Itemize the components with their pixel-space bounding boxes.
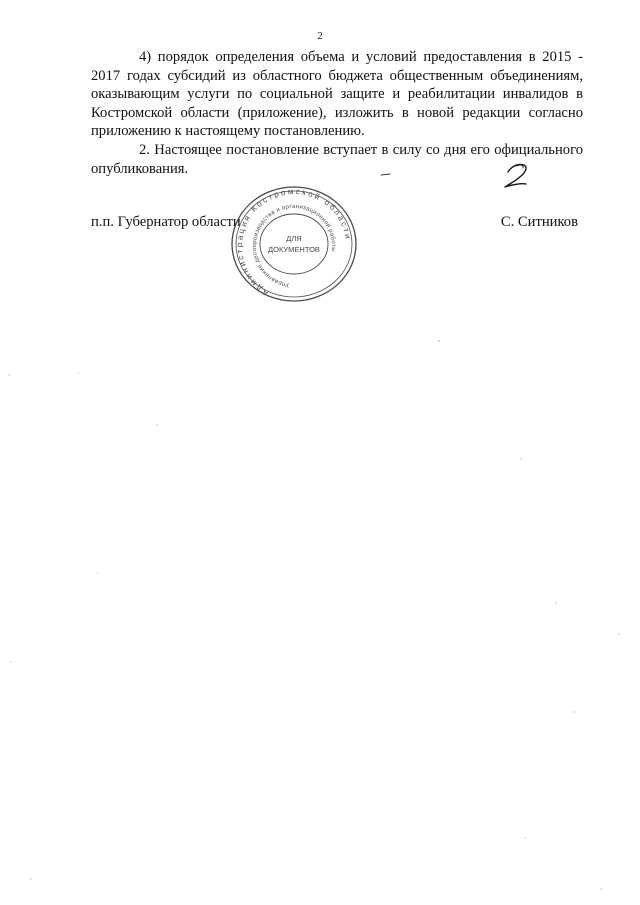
- stamp-outer-text: Администрация Костромской области: [234, 186, 353, 298]
- paragraph-item-4: 4) порядок определения объема и условий предоставления в 2015 - 2017 годах субсидий из областного бюджета общественным объединениям, оказывающим услуги по социальной защите и реабилитации инвалидов в Костромской области (приложение), изложить в новой редакции согласно приложению к настоящему постановлению.: [91, 49, 583, 139]
- signer-name: С. Ситников: [500, 214, 578, 230]
- official-stamp: [222, 182, 366, 306]
- signer-title: п.п. Губернатор области: [91, 214, 241, 230]
- stamp-center-line-1: ДЛЯ: [286, 234, 302, 243]
- paragraph-clause-2: 2. Настоящее постановление вступает в силу со дня его официального опубликования.: [91, 142, 583, 177]
- ink-dash-mark: [380, 172, 392, 178]
- handwritten-signature: [495, 160, 535, 192]
- stamp-inner-text: Управление делопроизводства и организационной работы: [251, 203, 337, 288]
- page-number: 2: [317, 30, 323, 42]
- stamp-center-line-2: ДОКУМЕНТОВ: [268, 245, 320, 254]
